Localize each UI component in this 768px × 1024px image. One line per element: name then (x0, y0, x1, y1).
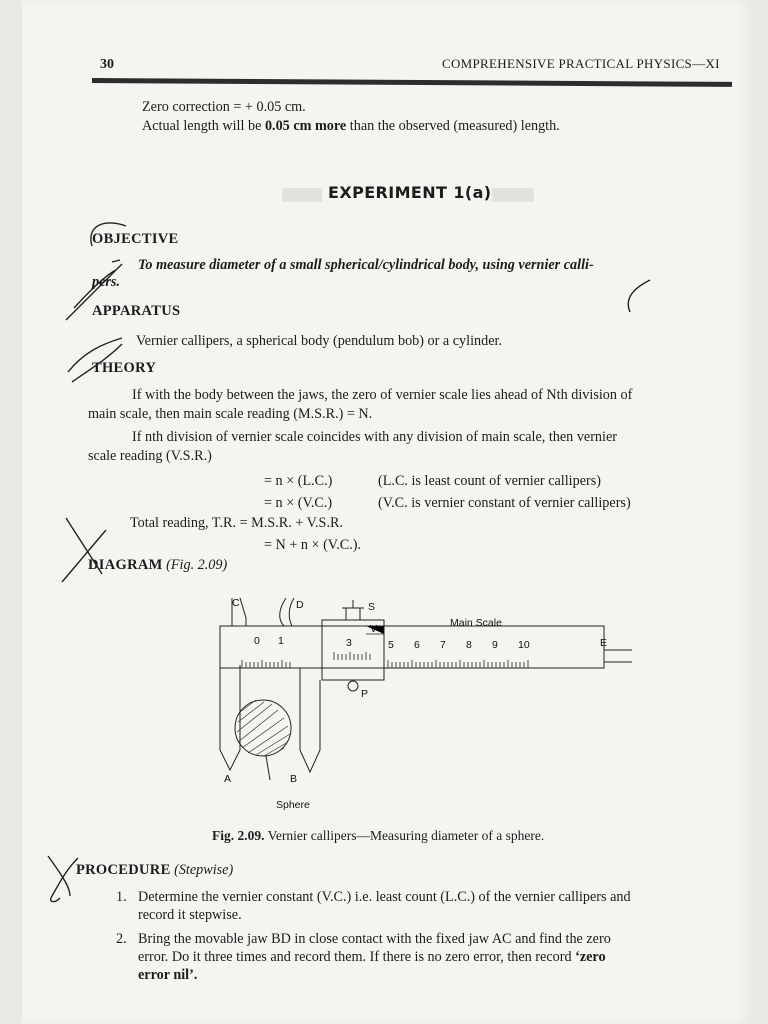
figure-caption-text: Vernier callipers—Measuring diameter of a sphere. (264, 828, 545, 843)
step-2-line2: error. Do it three times and record them. If there is no zero error, then record (138, 949, 576, 965)
experiment-title: EXPERIMENT 1(a) (328, 183, 492, 202)
label-main-scale: Main Scale (450, 617, 502, 629)
figure-caption-label: Fig. 2.09. (212, 828, 265, 843)
upper-jaw-d (280, 598, 294, 626)
step-2-line3: error nil’. (138, 967, 198, 983)
theory-eq2: = n × (V.C.) (264, 495, 333, 511)
step-1-number: 1. (116, 889, 127, 905)
objective-heading: OBJECTIVE (92, 231, 179, 247)
tick-label-9: 9 (492, 639, 498, 651)
label-e: E (600, 637, 608, 649)
thumb-push-p (348, 681, 358, 691)
step-2-line2-wrap (138, 948, 736, 966)
theory-p1-line2: main scale, then main scale reading (M.S.R.) = N. (88, 406, 373, 422)
main-scale-ticks (242, 626, 528, 668)
apparatus-slash-mark (68, 338, 122, 372)
objective-text-line2: pers. (92, 274, 120, 290)
actual-length-line (142, 117, 560, 135)
label-c: C (232, 597, 240, 609)
running-title: COMPREHENSIVE PRACTICAL PHYSICS—XI (442, 56, 720, 71)
step-1-line1: Determine the vernier constant (V.C.) i.e. least count (L.C.) of the vernier callipers and (138, 889, 631, 905)
title-bar-left (282, 188, 322, 202)
diagram-heading: DIAGRAM (88, 557, 163, 573)
label-p: P (361, 688, 369, 700)
tick-label-6: 6 (414, 639, 420, 651)
step-1-line2: record it stepwise. (138, 907, 242, 923)
step-2-number: 2. (116, 931, 127, 947)
tick-label-1: 1 (278, 635, 284, 647)
procedure-heading-line (76, 861, 233, 879)
procedure-step-1 (116, 888, 736, 924)
objective-loop-mark (91, 223, 126, 246)
actual-length-pre: Actual length will be (142, 118, 265, 134)
theory-p2-line1: If nth division of vernier scale coincides with any division of main scale, then vernier (132, 429, 617, 445)
theory-eq1-note: (L.C. is least count of vernier callipers) (378, 473, 601, 489)
actual-length-bold: 0.05 cm more (264, 118, 347, 134)
tick-label-10: 10 (518, 639, 530, 651)
tick-label-7: 7 (440, 639, 446, 651)
sphere-pointer (266, 756, 270, 780)
vernier-callipers-figure (202, 590, 632, 822)
actual-length-post: than the observed (measured) length. (346, 118, 560, 134)
page-number: 30 (100, 57, 114, 72)
handwritten-marks (56, 212, 166, 592)
label-v: V (370, 623, 378, 635)
procedure-subheading: (Stepwise) (174, 862, 234, 878)
label-a: A (224, 773, 232, 785)
procedure-step-2 (116, 930, 736, 984)
apparatus-heading: APPARATUS (92, 303, 181, 319)
depth-rod-e (604, 650, 632, 662)
theory-heading: THEORY (92, 360, 157, 376)
label-s: S (368, 601, 376, 613)
fixed-jaw-ac (220, 626, 240, 770)
tick-label-0: 0 (254, 635, 260, 647)
procedure-steps (116, 888, 736, 984)
apparatus-slash-mark-2 (72, 344, 122, 382)
theory-eq1: = n × (L.C.) (264, 473, 333, 489)
title-bar-right (492, 188, 534, 202)
step-2-line2-bold: ‘zero (575, 949, 606, 965)
theory-p1-line1: If with the body between the jaws, the zero of vernier scale lies ahead of Nth division of (132, 387, 633, 403)
header-rule (92, 78, 732, 87)
tick-label-5: 5 (388, 639, 394, 651)
tick-label-8: 8 (466, 639, 472, 651)
sphere-body (235, 700, 291, 756)
tick-mark (614, 272, 664, 322)
vernier-tick-label-3: 3 (346, 637, 352, 649)
objective-slash-mark (66, 260, 122, 320)
theory-eq2-note: (V.C. is vernier constant of vernier callipers) (378, 495, 631, 511)
figure-caption (212, 828, 544, 844)
theory-p2-line2: scale reading (V.S.R.) (88, 448, 212, 464)
zero-correction-line: Zero correction = + 0.05 cm. (142, 99, 306, 115)
label-d: D (296, 599, 304, 611)
sphere-hatching (237, 700, 290, 756)
apparatus-text: Vernier callipers, a spherical body (pendulum bob) or a cylinder. (136, 333, 502, 349)
movable-jaw-bd (300, 668, 320, 772)
label-sphere: Sphere (276, 799, 310, 811)
theory-eq3: Total reading, T.R. = M.S.R. + V.S.R. (130, 515, 343, 531)
textbook-page (22, 0, 752, 1024)
step-2-line1: Bring the movable jaw BD in close contact with the fixed jaw AC and find the zero (138, 931, 611, 947)
vernier-ticks (334, 652, 370, 660)
procedure-heading: PROCEDURE (76, 862, 171, 878)
diagram-fig-ref: (Fig. 2.09) (166, 557, 228, 573)
diagram-x-mark (62, 518, 106, 582)
screw-s (346, 608, 360, 620)
objective-text-line1: To measure diameter of a small spherical/cylindrical body, using vernier calli- (138, 257, 594, 273)
label-b: B (290, 773, 298, 785)
theory-eq4: = N + n × (V.C.). (264, 537, 362, 553)
